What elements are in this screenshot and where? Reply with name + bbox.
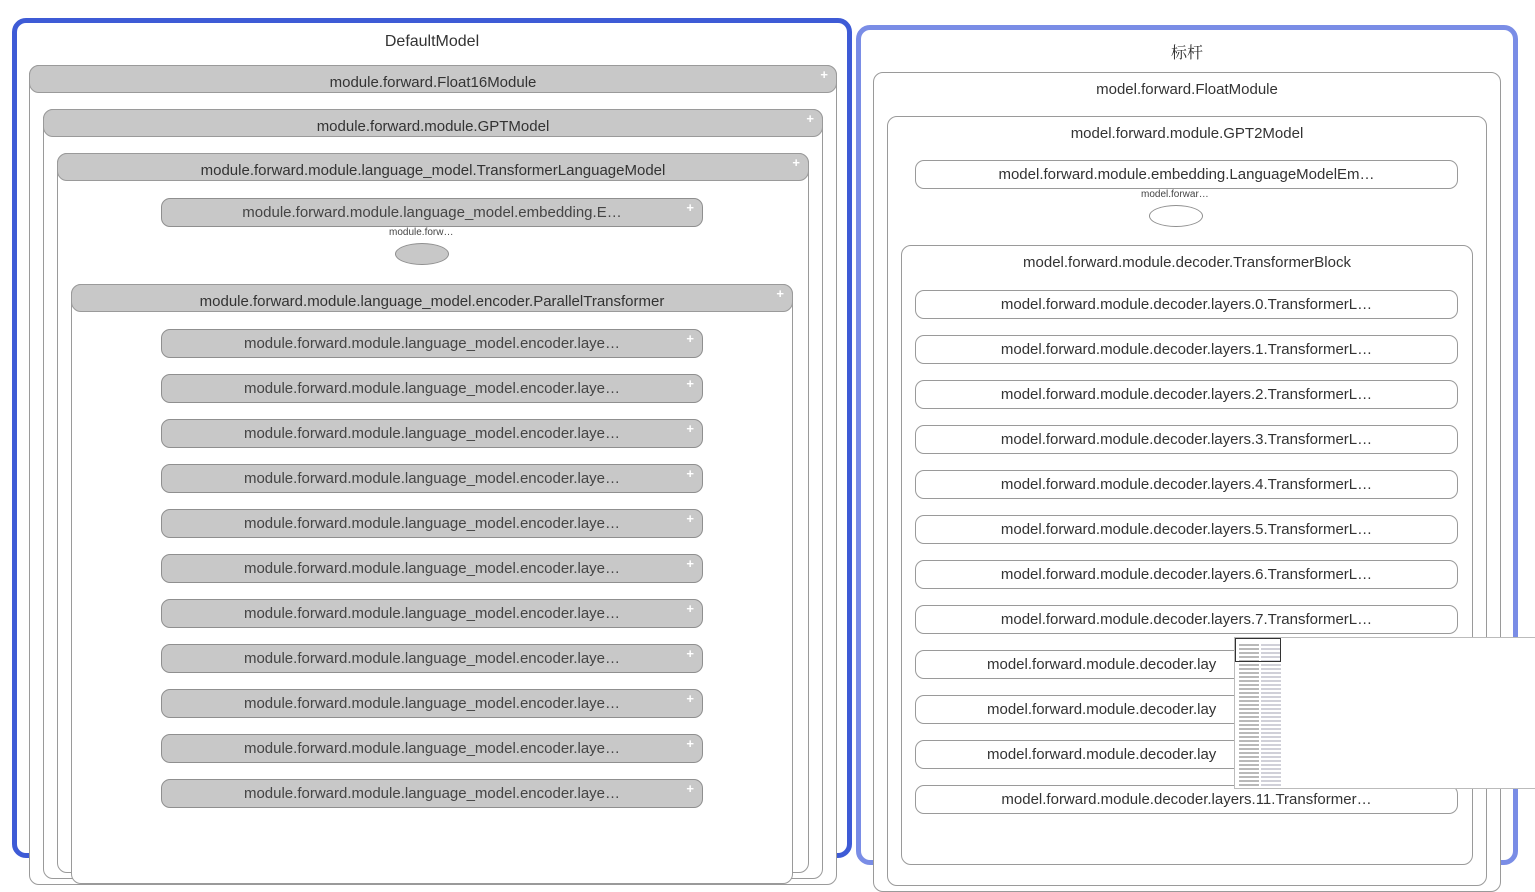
- float16-module-node[interactable]: [29, 65, 837, 885]
- oval-label: model.forwar…: [1141, 189, 1209, 200]
- decoder-layer-node[interactable]: [915, 515, 1458, 544]
- expand-icon[interactable]: +: [686, 466, 694, 481]
- encoder-layer-node[interactable]: [161, 689, 703, 718]
- encoder-layer-label: module.forward.module.language_model.encoder.laye…: [243, 515, 621, 532]
- decoder-layer-label: model.forward.module.decoder.layers.4.TransformerL…: [1000, 476, 1373, 493]
- minimap-right-graph: [1261, 644, 1281, 788]
- encoder-layer-node[interactable]: [161, 554, 703, 583]
- transformer-language-model-node[interactable]: [57, 153, 809, 873]
- decoder-layer-node[interactable]: [915, 470, 1458, 499]
- decoder-layer-label: model.forward.module.decoder.layers.7.TransformerL…: [1000, 611, 1373, 628]
- expand-icon[interactable]: +: [686, 646, 694, 661]
- oval-label: module.forw…: [389, 227, 454, 238]
- decoder-layer-label: model.forward.module.decoder.layers.1.TransformerL…: [1000, 341, 1373, 358]
- float-module-label: model.forward.FloatModule: [1096, 81, 1278, 98]
- decoder-layer-label: model.forward.module.decoder.layers.5.TransformerL…: [1000, 521, 1373, 538]
- encoder-layer-label: module.forward.module.language_model.encoder.laye…: [243, 650, 621, 667]
- decoder-layer-label: model.forward.module.decoder.lay: [987, 746, 1217, 763]
- module-oval-node[interactable]: [1149, 205, 1203, 227]
- decoder-layer-node[interactable]: [915, 380, 1458, 409]
- expand-icon[interactable]: +: [686, 200, 694, 215]
- expand-icon[interactable]: +: [686, 556, 694, 571]
- expand-icon[interactable]: +: [686, 781, 694, 796]
- parallel-transformer-label: module.forward.module.language_model.encoder.ParallelTransformer: [199, 293, 665, 310]
- encoder-layer-node[interactable]: [161, 464, 703, 493]
- gpt-model-label: module.forward.module.GPTModel: [316, 118, 550, 135]
- float16-module-label: module.forward.Float16Module: [329, 74, 537, 91]
- encoder-layer-label: module.forward.module.language_model.encoder.laye…: [243, 335, 621, 352]
- encoder-layer-node[interactable]: [161, 374, 703, 403]
- decoder-layer-label: model.forward.module.decoder.layers.6.TransformerL…: [1000, 566, 1373, 583]
- encoder-layer-label: module.forward.module.language_model.encoder.laye…: [243, 740, 621, 757]
- encoder-layer-node[interactable]: [161, 599, 703, 628]
- decoder-layer-label: model.forward.module.decoder.lay: [987, 656, 1217, 673]
- encoder-layer-node[interactable]: [161, 644, 703, 673]
- expand-icon[interactable]: +: [686, 376, 694, 391]
- encoder-layer-node[interactable]: [161, 419, 703, 448]
- transformer-language-model-label: module.forward.module.language_model.TransformerLanguageModel: [200, 162, 666, 179]
- panel-title-right: 标杆: [1170, 45, 1203, 62]
- encoder-layer-node[interactable]: [161, 329, 703, 358]
- decoder-layer-label: model.forward.module.decoder.layers.2.TransformerL…: [1000, 386, 1373, 403]
- encoder-layer-node[interactable]: [161, 734, 703, 763]
- expand-icon[interactable]: +: [686, 601, 694, 616]
- transformer-block-label: model.forward.module.decoder.TransformerBlock: [1023, 254, 1351, 271]
- expand-icon[interactable]: +: [686, 736, 694, 751]
- encoder-layer-label: module.forward.module.language_model.encoder.laye…: [243, 470, 621, 487]
- encoder-layer-label: module.forward.module.language_model.encoder.laye…: [243, 695, 621, 712]
- expand-icon[interactable]: +: [686, 691, 694, 706]
- decoder-layer-label: model.forward.module.decoder.layers.0.TransformerL…: [1000, 296, 1373, 313]
- decoder-layer-node[interactable]: [915, 785, 1458, 814]
- encoder-layer-node[interactable]: [161, 779, 703, 808]
- minimap[interactable]: [1234, 637, 1535, 789]
- decoder-layer-node[interactable]: [915, 605, 1458, 634]
- expand-icon[interactable]: +: [686, 421, 694, 436]
- encoder-layer-label: module.forward.module.language_model.encoder.laye…: [243, 605, 621, 622]
- expand-icon[interactable]: +: [776, 286, 784, 301]
- encoder-layer-label: module.forward.module.language_model.encoder.laye…: [243, 785, 621, 802]
- expand-icon[interactable]: +: [686, 331, 694, 346]
- minimap-viewport[interactable]: [1235, 638, 1281, 662]
- encoder-layer-label: module.forward.module.language_model.encoder.laye…: [243, 560, 621, 577]
- expand-icon[interactable]: +: [686, 511, 694, 526]
- embedding-node[interactable]: [161, 198, 703, 227]
- decoder-layer-node[interactable]: [915, 560, 1458, 589]
- encoder-layer-label: module.forward.module.language_model.encoder.laye…: [243, 380, 621, 397]
- decoder-layer-node[interactable]: [915, 335, 1458, 364]
- decoder-layer-label: model.forward.module.decoder.layers.3.TransformerL…: [1000, 431, 1373, 448]
- encoder-layer-node[interactable]: [161, 509, 703, 538]
- parallel-transformer-node[interactable]: [71, 284, 793, 884]
- minimap-left-graph: [1239, 644, 1259, 788]
- default-model-panel: [12, 18, 852, 858]
- expand-icon[interactable]: +: [806, 111, 814, 126]
- expand-icon[interactable]: +: [820, 67, 828, 82]
- embedding-label: model.forward.module.embedding.LanguageModelEm…: [998, 166, 1375, 183]
- decoder-layer-label: model.forward.module.decoder.layers.11.Transformer…: [1001, 791, 1372, 808]
- embedding-label: module.forward.module.language_model.embedding.E…: [242, 204, 622, 221]
- embedding-node[interactable]: [915, 160, 1458, 189]
- encoder-layer-label: module.forward.module.language_model.encoder.laye…: [243, 425, 621, 442]
- module-oval-node[interactable]: [395, 243, 449, 265]
- panel-title-left: DefaultModel: [384, 33, 480, 50]
- decoder-layer-label: model.forward.module.decoder.lay: [987, 701, 1217, 718]
- decoder-layer-node[interactable]: [915, 425, 1458, 454]
- gpt2-model-label: model.forward.module.GPT2Model: [1070, 125, 1304, 142]
- expand-icon[interactable]: +: [792, 155, 800, 170]
- gpt-model-node[interactable]: [43, 109, 823, 879]
- decoder-layer-node[interactable]: [915, 290, 1458, 319]
